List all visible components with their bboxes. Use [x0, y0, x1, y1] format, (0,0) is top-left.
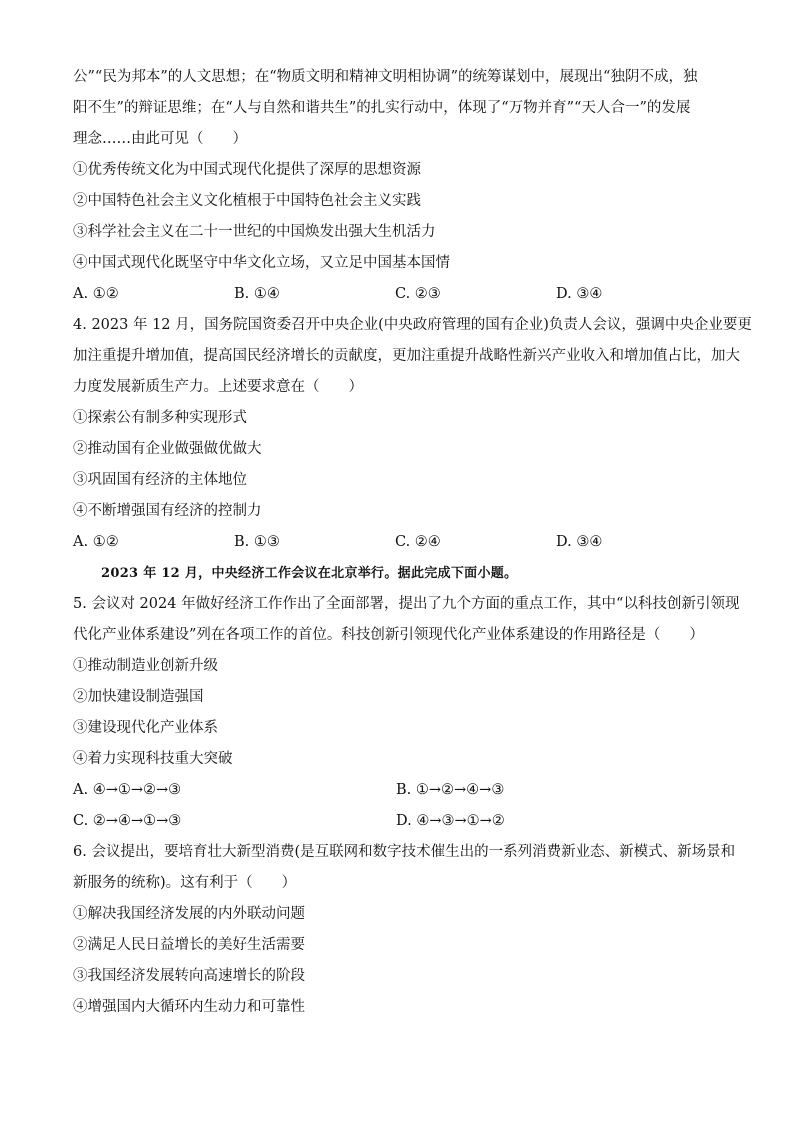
statement-3: ③科学社会主义在二十一世纪的中国焕发出强大生机活力 — [73, 224, 436, 240]
question-stem-line: 加注重提升增加值，提高国民经济增长的贡献度，更加注重提升战略性新兴产业收入和增加值占比，加大 — [73, 348, 740, 364]
statement-2: ②满足人民日益增长的美好生活需要 — [73, 937, 305, 953]
question-stem-line: 理念……由此可见（ ） — [73, 131, 247, 147]
answer-options-row-2 — [73, 806, 719, 837]
option-b: B. ①→②→④→③ — [396, 782, 505, 798]
answer-options-row-1 — [73, 775, 719, 806]
option-d: D. ③④ — [556, 286, 603, 302]
statement-1: ①解决我国经济发展的内外联动问题 — [73, 906, 305, 922]
question-stem-line: 5. 会议对 2024 年做好经济工作作出了全面部署，提出了九个方面的重点工作，其中“以科技创新引领现 — [73, 596, 740, 612]
statement-1: ①探索公有制多种实现形式 — [73, 410, 247, 426]
question-4 — [73, 310, 752, 558]
statement-2: ②中国特色社会主义文化植根于中国特色社会主义实践 — [73, 193, 421, 209]
question-stem-line: 代化产业体系建设”列在各项工作的首位。科技创新引领现代化产业体系建设的作用路径是（ ） — [73, 627, 704, 643]
statement-2: ②加快建设制造强国 — [73, 689, 204, 705]
statement-3: ③巩固国有经济的主体地位 — [73, 472, 247, 488]
option-d: D. ④→③→①→② — [396, 813, 505, 829]
question-stem-line: 公”“民为邦本”的人文思想；在“物质文明和精神文明相协调”的统筹谋划中，展现出“独阴不成，独 — [73, 69, 698, 85]
answer-options — [73, 279, 719, 310]
option-a: A. ④→①→②→③ — [73, 782, 182, 798]
question-3 — [73, 62, 719, 310]
statement-3: ③我国经济发展转向高速增长的阶段 — [73, 968, 305, 984]
option-d: D. ③④ — [556, 534, 603, 550]
question-stem-line: 新服务的统称)。这有利于（ ） — [73, 875, 297, 891]
question-stem-line: 阳不生”的辩证思维；在“人与自然和谐共生”的扎实行动中，体现了“万物并育”“天人合一”的发展 — [73, 100, 691, 116]
question-stem-line: 力度发展新质生产力。上述要求意在（ ） — [73, 379, 363, 395]
statement-1: ①推动制造业创新升级 — [73, 658, 218, 674]
statement-4: ④不断增强国有经济的控制力 — [73, 503, 262, 519]
answer-options — [73, 527, 719, 558]
option-a: A. ①② — [73, 286, 119, 302]
statement-3: ③建设现代化产业体系 — [73, 720, 218, 736]
statement-4: ④着力实现科技重大突破 — [73, 751, 233, 767]
question-stem-line: 4. 2023 年 12 月，国务院国资委召开中央企业(中央政府管理的国有企业)负责人会议，强调中央企业要更 — [73, 317, 752, 333]
option-a: A. ①② — [73, 534, 119, 550]
question-5 — [73, 589, 740, 837]
statement-4: ④增强国内大循环内生动力和可靠性 — [73, 999, 305, 1015]
option-b: B. ①④ — [234, 286, 280, 302]
statement-4: ④中国式现代化既坚守中华文化立场，又立足中国基本国情 — [73, 255, 450, 271]
question-stem-line: 6. 会议提出，要培育壮大新型消费(是互联网和数字技术催生出的一系列消费新业态、新模式、新场景和 — [73, 844, 736, 860]
option-c: C. ②→④→①→③ — [73, 813, 182, 829]
group-intro: 2023 年 12 月，中央经济工作会议在北京举行。据此完成下面小题。 — [101, 566, 518, 581]
question-6 — [73, 837, 736, 1023]
exam-page — [73, 62, 752, 1023]
statement-1: ①优秀传统文化为中国式现代化提供了深厚的思想资源 — [73, 162, 421, 178]
option-b: B. ①③ — [234, 534, 280, 550]
statement-2: ②推动国有企业做强做优做大 — [73, 441, 262, 457]
option-c: C. ②③ — [395, 286, 441, 302]
option-c: C. ②④ — [395, 534, 441, 550]
